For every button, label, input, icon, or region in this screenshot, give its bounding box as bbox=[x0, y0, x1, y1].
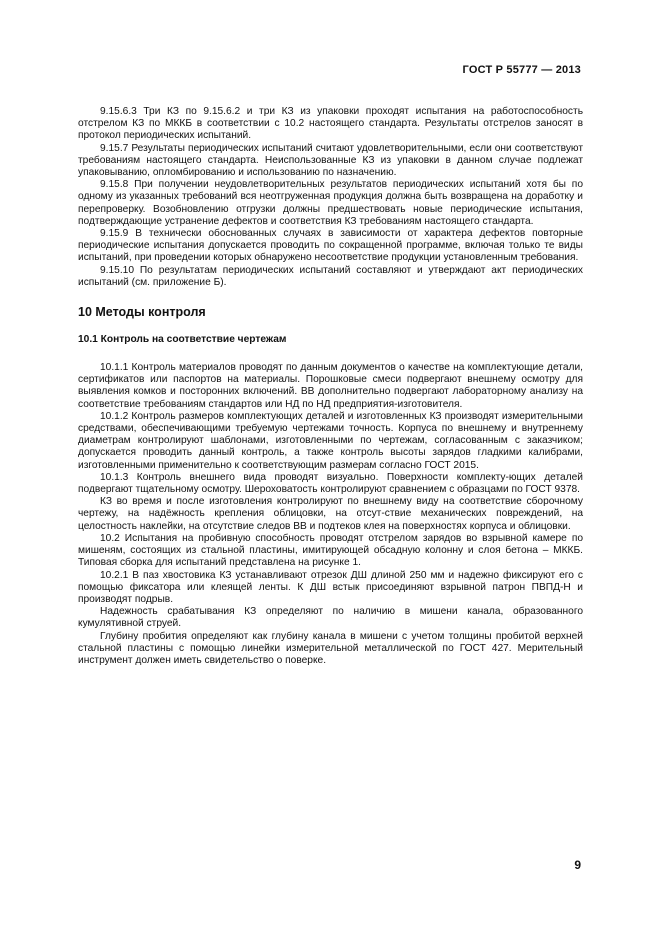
paragraph-10-1-1: 10.1.1 Контроль материалов проводят по данным документов о качестве на комплектующие детали, сертификатов или паспортов на материалы. Порошковые смеси подвергают внешнему осмотру для выявления комков и посторонних включений. ВВ дополнительно подвергают лабораторному анализу на соответствие требованиям стандартов или НД по НД предприятия-изготовителя. bbox=[78, 362, 583, 410]
paragraph-kz-visual: КЗ во время и после изготовления контролируют по внешнему виду на соответствие сборочному чертежу, на надёжность крепления облицовки, на отсут-ствие механических повреждений, на целостность наклейки, на отсутствие следов ВВ и подтеков клея на поверхностях корпуса и облицовки. bbox=[78, 496, 583, 532]
paragraph-9-15-10: 9.15.10 По результатам периодических испытаний составляют и утверждают акт периодических испытаний (см. приложение Б). bbox=[78, 264, 583, 288]
paragraph-10-2-1: 10.2.1 В паз хвостовика КЗ устанавливают отрезок ДШ длиной 250 мм и надежно фиксируют его с помощью фиксатора или клеящей ленты. К ДШ встык присоединяют взрывной патрон ПВПД-Н и производят подрыв. bbox=[78, 569, 583, 605]
page-number: 9 bbox=[574, 858, 581, 872]
section-heading: 10 Методы контроля bbox=[78, 305, 206, 320]
paragraph-depth: Глубину пробития определяют как глубину канала в мишени с учетом толщины пробитой верхней стальной пластины с помощью линейки измерительной металлической по ГОСТ 427. Мерительный инструмент должен иметь свидетельство о поверке. bbox=[78, 630, 583, 666]
document-header: ГОСТ Р 55777 — 2013 bbox=[462, 64, 581, 76]
paragraph-9-15-8: 9.15.8 При получении неудовлетворительных результатов периодических испытаний хотя бы по одному из указанных требований вся неотгруженная продукция должна быть возвращена на доработку и перепроверку. Возобновлению отгрузки должны предшествовать новые периодические испытания, подтверждающие устранение дефектов и соответствия КЗ требованиям настоящего стандарта. bbox=[78, 179, 583, 227]
subsection-heading: 10.1 Контроль на соответствие чертежам bbox=[78, 334, 287, 346]
paragraph-10-1-2: 10.1.2 Контроль размеров комплектующих деталей и изготовленных КЗ производят измерительными средствами, обеспечивающими требуемую чертежами точность. Корпуса по внешнему и внутреннему диаметрам контролируют шаблонами, изготовленными по чертежам, согласованным с заказчиком; допускается проводить данный контроль, а также контроль высоты зарядов гладкими калибрами, изготовленными применительно к соответствующим размерам согласно ГОСТ 2015. bbox=[78, 410, 583, 471]
paragraph-10-2: 10.2 Испытания на пробивную способность проводят отстрелом зарядов во взрывной камере по мишеням, состоящих из стальной пластины, имитирующей обсадную колонну и слоя бетона – МККБ. Типовая сборка для испытаний представлена на рисунке 1. bbox=[78, 532, 583, 569]
document-body bbox=[78, 106, 583, 667]
paragraph-reliability: Надежность срабатывания КЗ определяют по наличию в мишени канала, образованного кумулятивной струей. bbox=[78, 606, 583, 630]
paragraph-9-15-6-3: 9.15.6.3 Три КЗ по 9.15.6.2 и три КЗ из упаковки проходят испытания на работоспособность отстрелом КЗ по МККБ в соответствии с 10.2 настоящего стандарта. Результаты отстрелов заносят в протокол периодических испытаний. bbox=[78, 106, 583, 142]
paragraph-9-15-9: 9.15.9 В технически обоснованных случаях в зависимости от характера дефектов повторные периодические испытания допускается проводить по сокращенной программе, включая только те виды испытаний, при проведении которых обнаружено несоответствие продукции установленным требования. bbox=[78, 228, 583, 264]
paragraph-9-15-7: 9.15.7 Результаты периодических испытаний считают удовлетворительными, если они соответствуют требованиям настоящего стандарта. Неиспользованные КЗ из упаковки в данном случае подлежат упаковыванию, опломбированию и использованию по назначению. bbox=[78, 142, 583, 179]
paragraph-10-1-3: 10.1.3 Контроль внешнего вида проводят визуально. Поверхности комплекту-ющих деталей подвергают тщательному осмотру. Шероховатость контролируют сравнением с образцами по ГОСТ 9378. bbox=[78, 471, 583, 496]
